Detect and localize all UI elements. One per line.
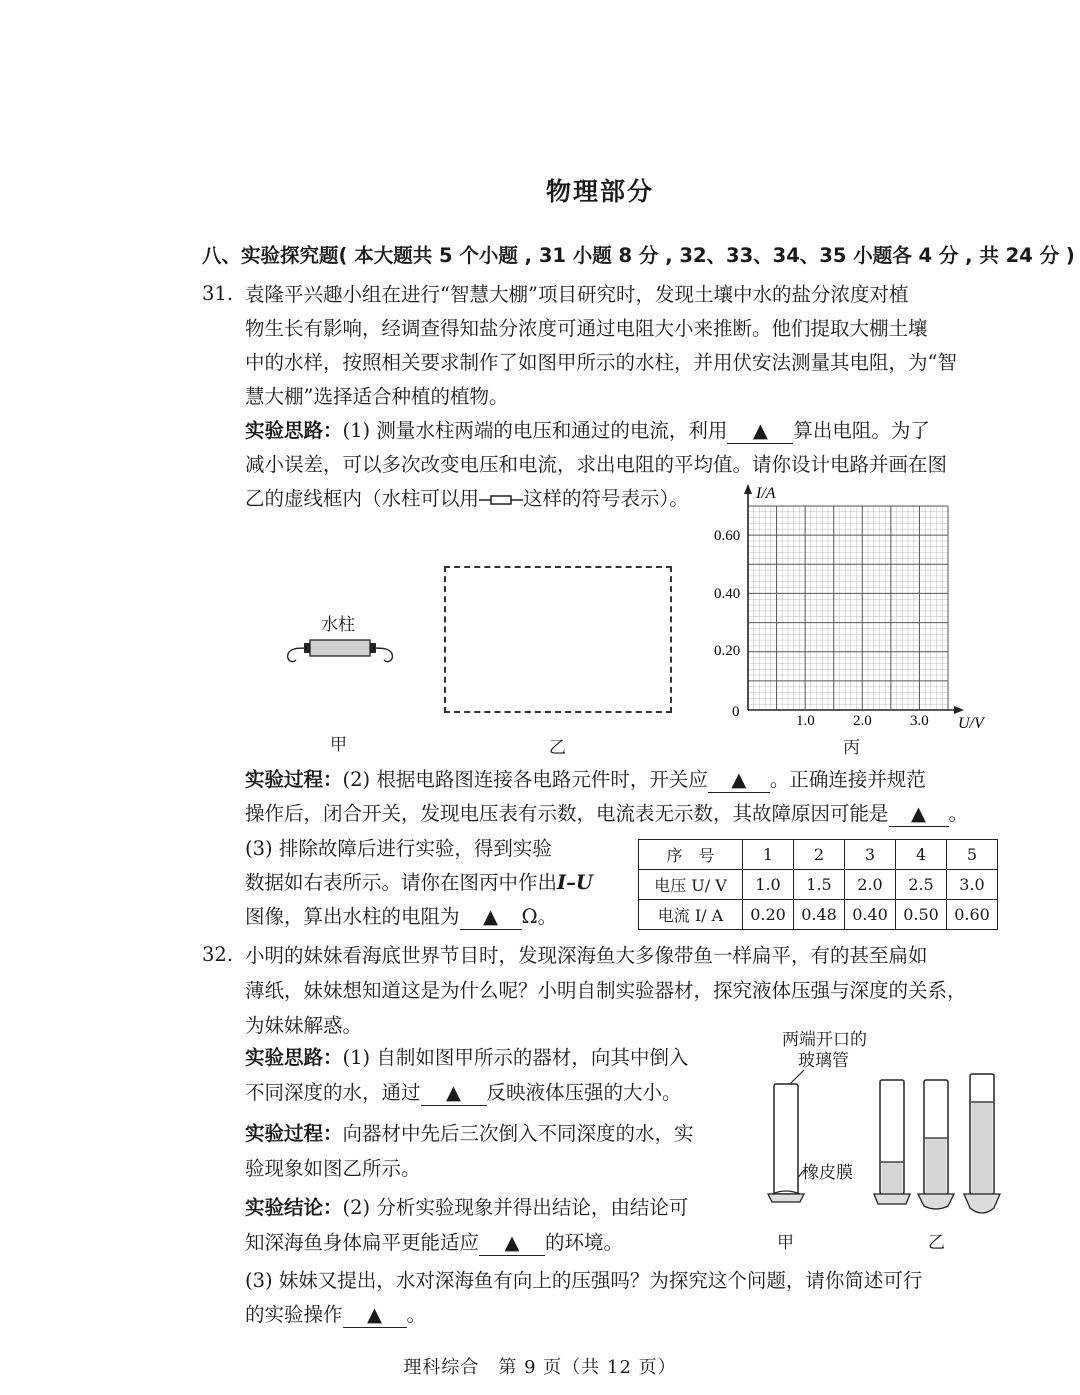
tube-label: 两端开口的 (782, 1030, 867, 1050)
resistor-symbol-icon (479, 493, 523, 507)
answer-blank[interactable]: ▲ (727, 418, 793, 444)
water-column-icon (278, 634, 402, 674)
x-axis-arrow-icon (954, 706, 964, 714)
x-axis-label: U/V (958, 715, 984, 732)
origin-label: 0 (732, 704, 740, 720)
table-cell: 电压 U/ V (639, 870, 743, 900)
q32-intro-line-3: 为妹妹解惑。 (245, 1014, 363, 1037)
y-axis-arrow-icon (744, 484, 752, 494)
table-cell: 1.0 (743, 870, 794, 900)
q32-figure-a-label: 甲 (777, 1233, 794, 1253)
page-footer: 理科综合 第 9 页（共 12 页） (403, 1357, 677, 1378)
y-tick-label: 0.60 (714, 528, 741, 544)
table-header-cell: 1 (743, 840, 794, 870)
table-header-cell: 3 (845, 840, 896, 870)
answer-blank[interactable]: ▲ (343, 1302, 407, 1328)
data-table (638, 839, 998, 930)
q31-idea-line-3: 乙的虚线框内（水柱可以用 这样的符号表示）。 (245, 487, 689, 510)
table-cell: 0.60 (947, 900, 998, 930)
x-tick-label: 3.0 (910, 713, 929, 729)
table-header-row (639, 840, 998, 870)
q31-intro-line-3: 中的水样，按照相关要求制作了如图甲所示的水柱，并用伏安法测量其电阻，为“智 (245, 351, 957, 374)
q32-idea-line-2: 不同深度的水，通过 ▲ 反映液体压强的大小。 (245, 1080, 682, 1106)
x-tick-label: 2.0 (853, 713, 872, 729)
q31-part3-line-1: (3) 排除故障后进行实验，得到实验 (245, 837, 552, 860)
q32-part3-line-1: (3) 妹妹又提出，水对深海鱼有向上的压强吗？为探究这个问题，请你简述可行 (245, 1269, 923, 1292)
tube-mid-water-icon (918, 1080, 954, 1209)
section-heading: 八、实验探究题( 本大题共 5 个小题 , 31 小题 8 分 , 32、33、34、35 小题各 4 分 , 共 24 分 ) (202, 244, 1075, 267)
q32-conclusion-line-2: 知深海鱼身体扁平更能适应 ▲ 的环境。 (245, 1230, 623, 1256)
q31-idea-label: 实验思路： (245, 419, 343, 442)
q31-intro-line-2: 物生长有影响，经调查得知盐分浓度可通过电阻大小来推断。他们提取大棚土壤 (245, 317, 928, 340)
table-header-cell: 序 号 (639, 840, 743, 870)
q32-intro-line-2: 薄纸，妹妹想知道这是为什么呢？小明自制实验器材，探究液体压强与深度的关系， (245, 979, 967, 1002)
table-cell: 2.0 (845, 870, 896, 900)
table-cell: 1.5 (794, 870, 845, 900)
empty-tube-icon (768, 1084, 804, 1202)
q32-figure-b-label: 乙 (928, 1233, 945, 1253)
tube-low-water-icon (874, 1080, 910, 1204)
y-axis-label: I/A (756, 485, 776, 502)
q31-process-line-2: 操作后，闭合开关，发现电压表有示数，电流表无示数，其故障原因可能是 ▲ 。 (245, 801, 968, 827)
question-31-number: 31. (202, 282, 234, 305)
page-title: 物理部分 (545, 177, 654, 206)
y-tick-label: 0.20 (714, 643, 741, 659)
answer-blank[interactable]: ▲ (889, 801, 949, 827)
water-column-label: 水柱 (321, 615, 355, 635)
q32-idea-label: 实验思路： (245, 1046, 343, 1069)
membrane-label: 橡皮膜 (802, 1163, 853, 1183)
question-32-number: 32. (202, 943, 234, 966)
glass-tube-figures (760, 1066, 1010, 1226)
table-cell: 2.5 (896, 870, 947, 900)
answer-blank[interactable]: ▲ (460, 904, 522, 930)
table-header-cell: 5 (947, 840, 998, 870)
y-tick-label: 0.40 (714, 586, 741, 602)
iu-graph[interactable] (710, 478, 1010, 734)
table-cell: 3.0 (947, 870, 998, 900)
table-cell: 电流 I/ A (639, 900, 743, 930)
q32-intro-line-1: 小明的妹妹看海底世界节目时，发现深海鱼大多像带鱼一样扁平，有的甚至扁如 (245, 944, 928, 967)
answer-blank[interactable]: ▲ (479, 1230, 545, 1256)
x-tick-label: 1.0 (796, 713, 815, 729)
q31-part3-line-3: 图像，算出水柱的电阻为 ▲ Ω。 (245, 904, 557, 930)
figure-a-label: 甲 (330, 735, 347, 755)
q32-process-label: 实验过程： (245, 1122, 343, 1145)
q32-idea-line-1: 实验思路：(1) 自制如图甲所示的器材，向其中倒入 (245, 1046, 689, 1069)
table-cell: 0.50 (896, 900, 947, 930)
q31-intro-line-1: 袁隆平兴趣小组在进行“智慧大棚”项目研究时，发现土壤中水的盐分浓度对植 (245, 283, 909, 306)
q31-idea-line-2: 减小误差，可以多次改变电压和电流，求出电阻的平均值。请你设计电路并画在图 (245, 453, 948, 476)
tube-label: 玻璃管 (798, 1051, 849, 1071)
q32-process-line-2: 验现象如图乙所示。 (245, 1157, 421, 1180)
q31-idea-line-1: 实验思路：(1) 测量水柱两端的电压和通过的电流，利用 ▲ 算出电阻。为了 (245, 418, 930, 444)
table-cell: 0.20 (743, 900, 794, 930)
table-cell: 0.48 (794, 900, 845, 930)
table-cell: 0.40 (845, 900, 896, 930)
q31-process-label: 实验过程： (245, 768, 343, 791)
figure-c-label: 丙 (843, 738, 860, 758)
grid-minor-lines (748, 506, 948, 710)
q32-process-line-1: 实验过程：向器材中先后三次倒入不同深度的水，实 (245, 1122, 694, 1145)
answer-blank[interactable]: ▲ (421, 1080, 487, 1106)
circuit-drawing-area[interactable] (444, 566, 672, 713)
table-row (639, 900, 998, 930)
q31-process-line-1: 实验过程：(2) 根据电路图连接各电路元件时，开关应 ▲ 。正确连接并规范 (245, 767, 926, 793)
tube-high-water-icon (964, 1074, 1000, 1213)
q31-part3-line-2: 数据如右表所示。请你在图丙中作出I–U (245, 871, 593, 894)
q31-intro-line-4: 慧大棚”选择适合种植的植物。 (245, 385, 509, 408)
table-row (639, 870, 998, 900)
q32-conclusion-line-1: 实验结论：(2) 分析实验现象并得出结论，由结论可 (245, 1196, 689, 1219)
table-header-cell: 2 (794, 840, 845, 870)
answer-blank[interactable]: ▲ (708, 767, 770, 793)
q32-conclusion-label: 实验结论： (245, 1196, 343, 1219)
table-header-cell: 4 (896, 840, 947, 870)
q32-part3-line-2: 的实验操作 ▲ 。 (245, 1302, 426, 1328)
grid-major-lines (748, 506, 948, 710)
figure-b-label: 乙 (549, 738, 566, 758)
